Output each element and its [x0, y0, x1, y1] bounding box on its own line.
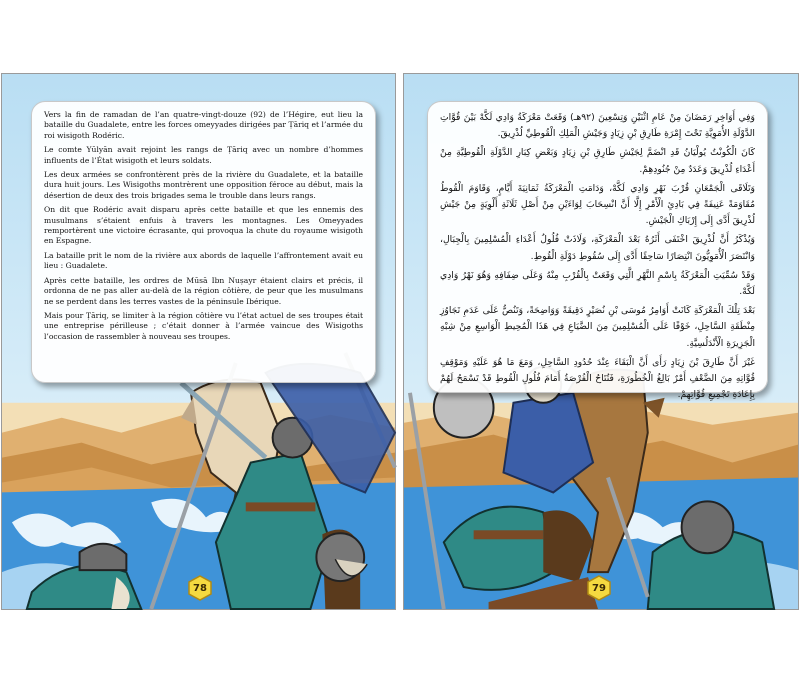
page-number: 79: [592, 582, 606, 594]
paragraph: Les deux armées se confrontèrent près de la rivière du Guadalete, et la bataille dura huit jours. Les Wisigoths montrèrent une opposition féroce au début, mais la désertion de deux des trois brigades sema le trouble dans leurs rangs.: [44, 170, 363, 200]
paragraph: On dit que Rodéric avait disparu après cette bataille et que les ennemis des musulmans s’étaient enfuis à travers les montagnes. Les Omeyyades remportèrent une victoire écrasante, qui provoqua la chute du royaume wisigoth en Espagne.: [44, 205, 363, 246]
paragraph: La bataille prit le nom de la rivière aux abords de laquelle l’affrontement avait eu lieu : Guadalete.: [44, 250, 363, 271]
page-number-badge: [586, 575, 612, 601]
paragraph: وَيُذْكَرُ أَنَّ لُذْرِيقَ اخْتَفَى أَثَرُهُ بَعْدَ الْمَعْرَكَةِ، وَلَاذَتْ فُلُولُ أَعْدَاءِ الْمُسْلِمِينَ بِالْجِبَالِ، وَانْتَصَرَ الْأُمَوِيُّونَ انْتِصَارًا سَاحِقًا أَدَّى إِلَى سُقُوطِ دَوْلَةِ الْقُوطِ.: [440, 234, 755, 262]
book-spread: [0, 73, 800, 613]
french-text-panel: [31, 101, 376, 383]
right-page: [403, 73, 799, 610]
paragraph: وَقَدْ سُمِّيَتِ الْمَعْرَكَةُ بِاسْمِ النَّهْرِ الَّتِي وَقَعَتْ بِالْقُرْبِ مِنْهُ وَعَلَى ضِفَافِهِ وَهُوَ نَهْرُ وَادِي لَكَّهْ.: [440, 269, 755, 298]
left-page: [1, 73, 396, 610]
arabic-text-panel: [427, 101, 768, 401]
paragraph: Mais pour Ṭāriq, se limiter à la région côtière vu l’état actuel de ses troupes était une entreprise périlleuse ; c’était donner à l’armée vaincue des Wisigoths l’occasion de rassembler à nouveau ses troupes.: [44, 310, 363, 341]
paragraph: غَيْرَ أَنَّ طَارِقَ بْنَ زِيَادٍ رَأَى أَنَّ الْبَقَاءَ عِنْدَ حُدُودِ السَّاحِلِ، وَمَعَ مَا هُوَ عَلَيْهِ وَمَوْقِفِ قُوَّاتِهِ مِنَ الضَّعْفِ أَمْرٌ بَالِغُ الْخُطُورَةِ، فَتُتَاحُ الْفُرْصَةُ أَمَامَ فُلُولِ الْقُوطِ قَدْ تَسْمَحُ لَهُمْ بِإِعَادَةِ تَجْمِيعِ قُوَّاتِهِمْ.: [440, 356, 755, 401]
paragraph: وَفِي أَوَاخِرِ رَمَضَانَ مِنْ عَامِ اثْنَيْنِ وَتِسْعِينَ (٩٢هـ) وَقَعَتْ مَعْرَكَةُ وَادِي لَكَّهْ بَيْنَ قُوَّاتِ الدَّوْلَةِ الأُمَوِيَّةِ تَحْتَ إِمْرَةِ طَارِقِ بْنِ زِيَادٍ وَجَيْشِ الْمَلِكِ الْقُوطِيِّ لُذْرِيقَ.: [440, 112, 755, 140]
paragraph: Vers la fin de ramadan de l’an quatre-vingt-douze (92) de l’Hégire, eut lieu la bataille du Guadalete, entre les forces omeyyades dirigées par Ṭāriq et l’armée du roi wisigoth Rodéric.: [44, 110, 363, 140]
paragraph: Après cette bataille, les ordres de Mūsā Ibn Nuṣayr étaient clairs et précis, il ordonna de ne pas aller au-delà de la région côtière, de peur que les musulmans ne se perdent dans les terres vastes de la péninsule Ibérique.: [44, 275, 363, 306]
paragraph: وَتَلَاقَى الْجَمْعَانِ قُرْبَ نَهْرِ وَادِي لَكَّهْ، وَدَامَتِ الْمَعْرَكَةُ ثَمَانِيَةَ أَيَّامٍ، وَقَاوَمَ الْقُوطُ مُقَاوَمَةً عَنِيفَةً فِي بَادِئِ الْأَمْرِ إِلَّا أَنَّ انْسِحَابَ لِوَاءَيْنِ مِنْ أَصْلِ ثَلَاثَةِ أَلْوِيَةٍ مِنْ جَيْشِ لُذْرِيقَ أَدَّى إِلَى إِرْبَاكِ الْجَيْشِ.: [440, 182, 755, 227]
paragraph: بَعْدَ تِلْكَ الْمَعْرَكَةِ كَانَتْ أَوَامِرُ مُوسَى بْنِ نُصَيْرٍ دَقِيقَةً وَوَاضِحَةً، وَتَنُصُّ عَلَى عَدَمِ تَجَاوُزِ مِنْطَقَةِ السَّاحِلِ، خَوْفًا عَلَى الْمُسْلِمِينَ مِنَ الضَّيَاعِ فِي هَذَا الْمُحِيطِ الْوَاسِعِ مِنْ شِبْهِ الْجَزِيرَةِ الْأَنْدَلُسِيَّةِ.: [440, 305, 755, 349]
paragraph: Le comte Yūlyān avait rejoint les rangs de Ṭāriq avec un nombre d’hommes influents de l’État wisigoth et leurs soldats.: [44, 145, 363, 165]
paragraph: كَانَ الْكُونْتُ يُولْيَانُ قَدِ انْضَمَّ لِجَيْشِ طَارِقِ بْنِ زِيَادٍ وَبَعْضِ كِبَارِ الدَّوْلَةِ الْقُوطِيَّةِ مِنْ أَعْدَاءِ لُذْرِيقَ وَعَدَدٌ مِنْ جُنُودِهِمْ.: [440, 147, 755, 175]
page-number: 78: [193, 582, 207, 594]
page-number-badge: [187, 575, 213, 601]
